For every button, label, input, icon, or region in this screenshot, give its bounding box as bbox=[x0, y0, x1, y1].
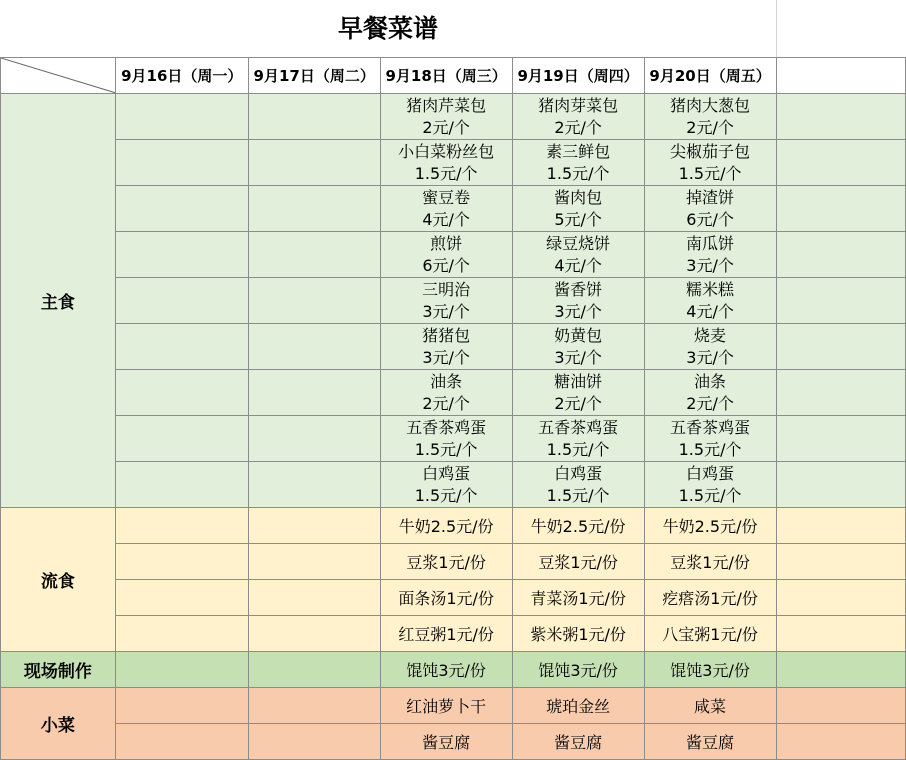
menu-item-cell: 馄饨3元/份 bbox=[644, 652, 776, 688]
menu-item-cell bbox=[644, 462, 776, 508]
empty-cell bbox=[248, 508, 380, 544]
item-price: 2元/个 bbox=[422, 393, 470, 413]
empty-cell bbox=[776, 462, 905, 508]
item-name: 猪肉芽菜包 bbox=[538, 95, 619, 115]
liquid-row bbox=[1, 580, 906, 616]
item-price: 2元/个 bbox=[554, 117, 602, 137]
main-row bbox=[1, 140, 906, 186]
item-price: 2元/个 bbox=[686, 117, 734, 137]
empty-cell bbox=[248, 544, 380, 580]
corner-diagonal bbox=[1, 58, 115, 93]
category-label: 现场制作 bbox=[1, 652, 116, 688]
corner-cell bbox=[1, 58, 116, 94]
empty-cell bbox=[115, 278, 248, 324]
menu-item-cell bbox=[380, 416, 512, 462]
item-name: 三明治 bbox=[422, 279, 471, 299]
empty-cell bbox=[248, 462, 380, 508]
empty-cell bbox=[115, 324, 248, 370]
empty-cell bbox=[776, 724, 905, 760]
empty-cell bbox=[248, 724, 380, 760]
item-name: 白鸡蛋 bbox=[554, 463, 603, 483]
menu-item-cell bbox=[512, 324, 644, 370]
empty-cell bbox=[776, 688, 905, 724]
item-name: 掉渣饼 bbox=[686, 187, 735, 207]
empty-cell bbox=[776, 94, 905, 140]
empty-cell bbox=[248, 278, 380, 324]
empty-cell bbox=[115, 544, 248, 580]
empty-cell bbox=[115, 186, 248, 232]
menu-item-cell bbox=[644, 278, 776, 324]
item-name: 奶黄包 bbox=[554, 325, 603, 345]
item-name: 酱肉包 bbox=[554, 187, 603, 207]
item-name: 五香茶鸡蛋 bbox=[406, 417, 487, 437]
menu-item-cell bbox=[512, 370, 644, 416]
menu-item-cell: 酱豆腐 bbox=[512, 724, 644, 760]
main-row bbox=[1, 186, 906, 232]
empty-cell bbox=[248, 616, 380, 652]
menu-item-cell bbox=[380, 94, 512, 140]
menu-item-cell bbox=[512, 94, 644, 140]
menu-item-cell bbox=[380, 370, 512, 416]
day-header: 9月17日（周二） bbox=[248, 58, 380, 94]
menu-item-cell bbox=[644, 94, 776, 140]
item-price: 3元/个 bbox=[554, 347, 602, 367]
header-row bbox=[1, 58, 906, 94]
empty-cell bbox=[115, 580, 248, 616]
liquid-row bbox=[1, 544, 906, 580]
main-row bbox=[1, 416, 906, 462]
empty-cell bbox=[776, 58, 905, 94]
item-price: 3元/个 bbox=[554, 301, 602, 321]
menu-item-cell bbox=[512, 416, 644, 462]
menu-item-cell: 馄饨3元/份 bbox=[512, 652, 644, 688]
item-name: 五香茶鸡蛋 bbox=[670, 417, 751, 437]
item-price: 6元/个 bbox=[422, 255, 470, 275]
item-name: 猪猪包 bbox=[422, 325, 471, 345]
menu-item-cell bbox=[512, 278, 644, 324]
empty-cell bbox=[776, 544, 905, 580]
title-row bbox=[0, 0, 906, 58]
item-name: 白鸡蛋 bbox=[422, 463, 471, 483]
item-price: 1.5元/个 bbox=[546, 485, 610, 505]
item-price: 1.5元/个 bbox=[678, 163, 742, 183]
menu-item-cell bbox=[380, 324, 512, 370]
item-name: 尖椒茄子包 bbox=[670, 141, 751, 161]
menu-item-cell bbox=[380, 278, 512, 324]
day-header: 9月20日（周五） bbox=[644, 58, 776, 94]
item-name: 糖油饼 bbox=[554, 371, 603, 391]
item-price: 4元/个 bbox=[686, 301, 734, 321]
item-price: 6元/个 bbox=[686, 209, 734, 229]
menu-item-cell bbox=[512, 186, 644, 232]
item-price: 1.5元/个 bbox=[414, 163, 478, 183]
item-price: 5元/个 bbox=[554, 209, 602, 229]
item-name: 白鸡蛋 bbox=[686, 463, 735, 483]
onsite-row bbox=[1, 652, 906, 688]
item-price: 2元/个 bbox=[686, 393, 734, 413]
side-row bbox=[1, 688, 906, 724]
item-name: 五香茶鸡蛋 bbox=[538, 417, 619, 437]
item-price: 4元/个 bbox=[554, 255, 602, 275]
menu-item-cell bbox=[644, 186, 776, 232]
menu-item-cell: 豆浆1元/份 bbox=[380, 544, 512, 580]
menu-item-cell: 红豆粥1元/份 bbox=[380, 616, 512, 652]
empty-cell bbox=[115, 370, 248, 416]
menu-item-cell: 牛奶2.5元/份 bbox=[380, 508, 512, 544]
menu-item-cell bbox=[512, 140, 644, 186]
empty-cell bbox=[248, 140, 380, 186]
menu-item-cell: 紫米粥1元/份 bbox=[512, 616, 644, 652]
menu-item-cell: 青菜汤1元/份 bbox=[512, 580, 644, 616]
menu-item-cell: 八宝粥1元/份 bbox=[644, 616, 776, 652]
menu-item-cell bbox=[644, 140, 776, 186]
item-price: 1.5元/个 bbox=[546, 163, 610, 183]
item-price: 1.5元/个 bbox=[678, 485, 742, 505]
empty-cell bbox=[115, 616, 248, 652]
item-price: 1.5元/个 bbox=[678, 439, 742, 459]
item-name: 猪肉芹菜包 bbox=[406, 95, 487, 115]
menu-item-cell: 琥珀金丝 bbox=[512, 688, 644, 724]
empty-cell bbox=[776, 580, 905, 616]
empty-cell bbox=[776, 370, 905, 416]
item-name: 小白菜粉丝包 bbox=[398, 141, 495, 161]
category-label: 主食 bbox=[1, 94, 116, 508]
empty-cell bbox=[776, 652, 905, 688]
item-name: 油条 bbox=[430, 371, 463, 391]
item-price: 1.5元/个 bbox=[414, 485, 478, 505]
main-row bbox=[1, 462, 906, 508]
menu-item-cell bbox=[644, 324, 776, 370]
empty-cell bbox=[115, 94, 248, 140]
empty-cell bbox=[115, 416, 248, 462]
menu-item-cell: 牛奶2.5元/份 bbox=[644, 508, 776, 544]
menu-item-cell bbox=[644, 370, 776, 416]
empty-cell bbox=[776, 616, 905, 652]
menu-item-cell: 面条汤1元/份 bbox=[380, 580, 512, 616]
empty-cell bbox=[115, 508, 248, 544]
menu-item-cell: 疙瘩汤1元/份 bbox=[644, 580, 776, 616]
item-name: 素三鲜包 bbox=[546, 141, 611, 161]
empty-cell bbox=[776, 508, 905, 544]
menu-item-cell: 红油萝卜干 bbox=[380, 688, 512, 724]
empty-cell bbox=[776, 416, 905, 462]
item-name: 煎饼 bbox=[430, 233, 463, 253]
menu-item-cell: 豆浆1元/份 bbox=[512, 544, 644, 580]
empty-cell bbox=[776, 324, 905, 370]
day-header: 9月19日（周四） bbox=[512, 58, 644, 94]
item-price: 3元/个 bbox=[686, 255, 734, 275]
menu-item-cell: 豆浆1元/份 bbox=[644, 544, 776, 580]
page-title: 早餐菜谱 bbox=[337, 14, 438, 43]
empty-cell bbox=[248, 370, 380, 416]
empty-cell bbox=[115, 232, 248, 278]
empty-cell bbox=[248, 324, 380, 370]
title-separator bbox=[776, 0, 777, 57]
item-name: 油条 bbox=[694, 371, 727, 391]
menu-item-cell bbox=[380, 232, 512, 278]
item-price: 3元/个 bbox=[422, 347, 470, 367]
side-row bbox=[1, 724, 906, 760]
empty-cell bbox=[248, 416, 380, 462]
menu-item-cell bbox=[380, 462, 512, 508]
item-price: 3元/个 bbox=[686, 347, 734, 367]
main-row bbox=[1, 278, 906, 324]
empty-cell bbox=[776, 232, 905, 278]
empty-cell bbox=[248, 232, 380, 278]
liquid-row bbox=[1, 508, 906, 544]
item-name: 烧麦 bbox=[694, 325, 727, 345]
empty-cell bbox=[248, 580, 380, 616]
menu-item-cell bbox=[644, 232, 776, 278]
empty-cell bbox=[776, 186, 905, 232]
menu-item-cell bbox=[380, 186, 512, 232]
empty-cell bbox=[115, 724, 248, 760]
item-price: 3元/个 bbox=[422, 301, 470, 321]
empty-cell bbox=[115, 652, 248, 688]
empty-cell bbox=[248, 186, 380, 232]
empty-cell bbox=[115, 462, 248, 508]
empty-cell bbox=[248, 688, 380, 724]
menu-item-cell: 咸菜 bbox=[644, 688, 776, 724]
menu-item-cell bbox=[512, 232, 644, 278]
empty-cell bbox=[248, 652, 380, 688]
item-price: 1.5元/个 bbox=[546, 439, 610, 459]
item-name: 绿豆烧饼 bbox=[546, 233, 611, 253]
menu-item-cell bbox=[644, 416, 776, 462]
main-row bbox=[1, 232, 906, 278]
item-name: 南瓜饼 bbox=[686, 233, 735, 253]
item-name: 猪肉大葱包 bbox=[670, 95, 751, 115]
item-price: 4元/个 bbox=[422, 209, 470, 229]
empty-cell bbox=[776, 140, 905, 186]
menu-item-cell: 酱豆腐 bbox=[644, 724, 776, 760]
menu-table bbox=[0, 57, 906, 760]
empty-cell bbox=[248, 94, 380, 140]
liquid-row bbox=[1, 616, 906, 652]
menu-item-cell: 牛奶2.5元/份 bbox=[512, 508, 644, 544]
main-row bbox=[1, 94, 906, 140]
category-label: 流食 bbox=[1, 508, 116, 652]
item-name: 糯米糕 bbox=[686, 279, 735, 299]
menu-item-cell: 馄饨3元/份 bbox=[380, 652, 512, 688]
item-name: 酱香饼 bbox=[554, 279, 603, 299]
item-price: 1.5元/个 bbox=[414, 439, 478, 459]
item-price: 2元/个 bbox=[422, 117, 470, 137]
empty-cell bbox=[115, 688, 248, 724]
day-header: 9月18日（周三） bbox=[380, 58, 512, 94]
category-label: 小菜 bbox=[1, 688, 116, 760]
main-row bbox=[1, 324, 906, 370]
empty-cell bbox=[115, 140, 248, 186]
menu-item-cell bbox=[512, 462, 644, 508]
empty-cell bbox=[776, 278, 905, 324]
menu-item-cell bbox=[380, 140, 512, 186]
day-header: 9月16日（周一） bbox=[115, 58, 248, 94]
item-name: 蜜豆卷 bbox=[422, 187, 471, 207]
menu-item-cell: 酱豆腐 bbox=[380, 724, 512, 760]
item-price: 2元/个 bbox=[554, 393, 602, 413]
main-row bbox=[1, 370, 906, 416]
